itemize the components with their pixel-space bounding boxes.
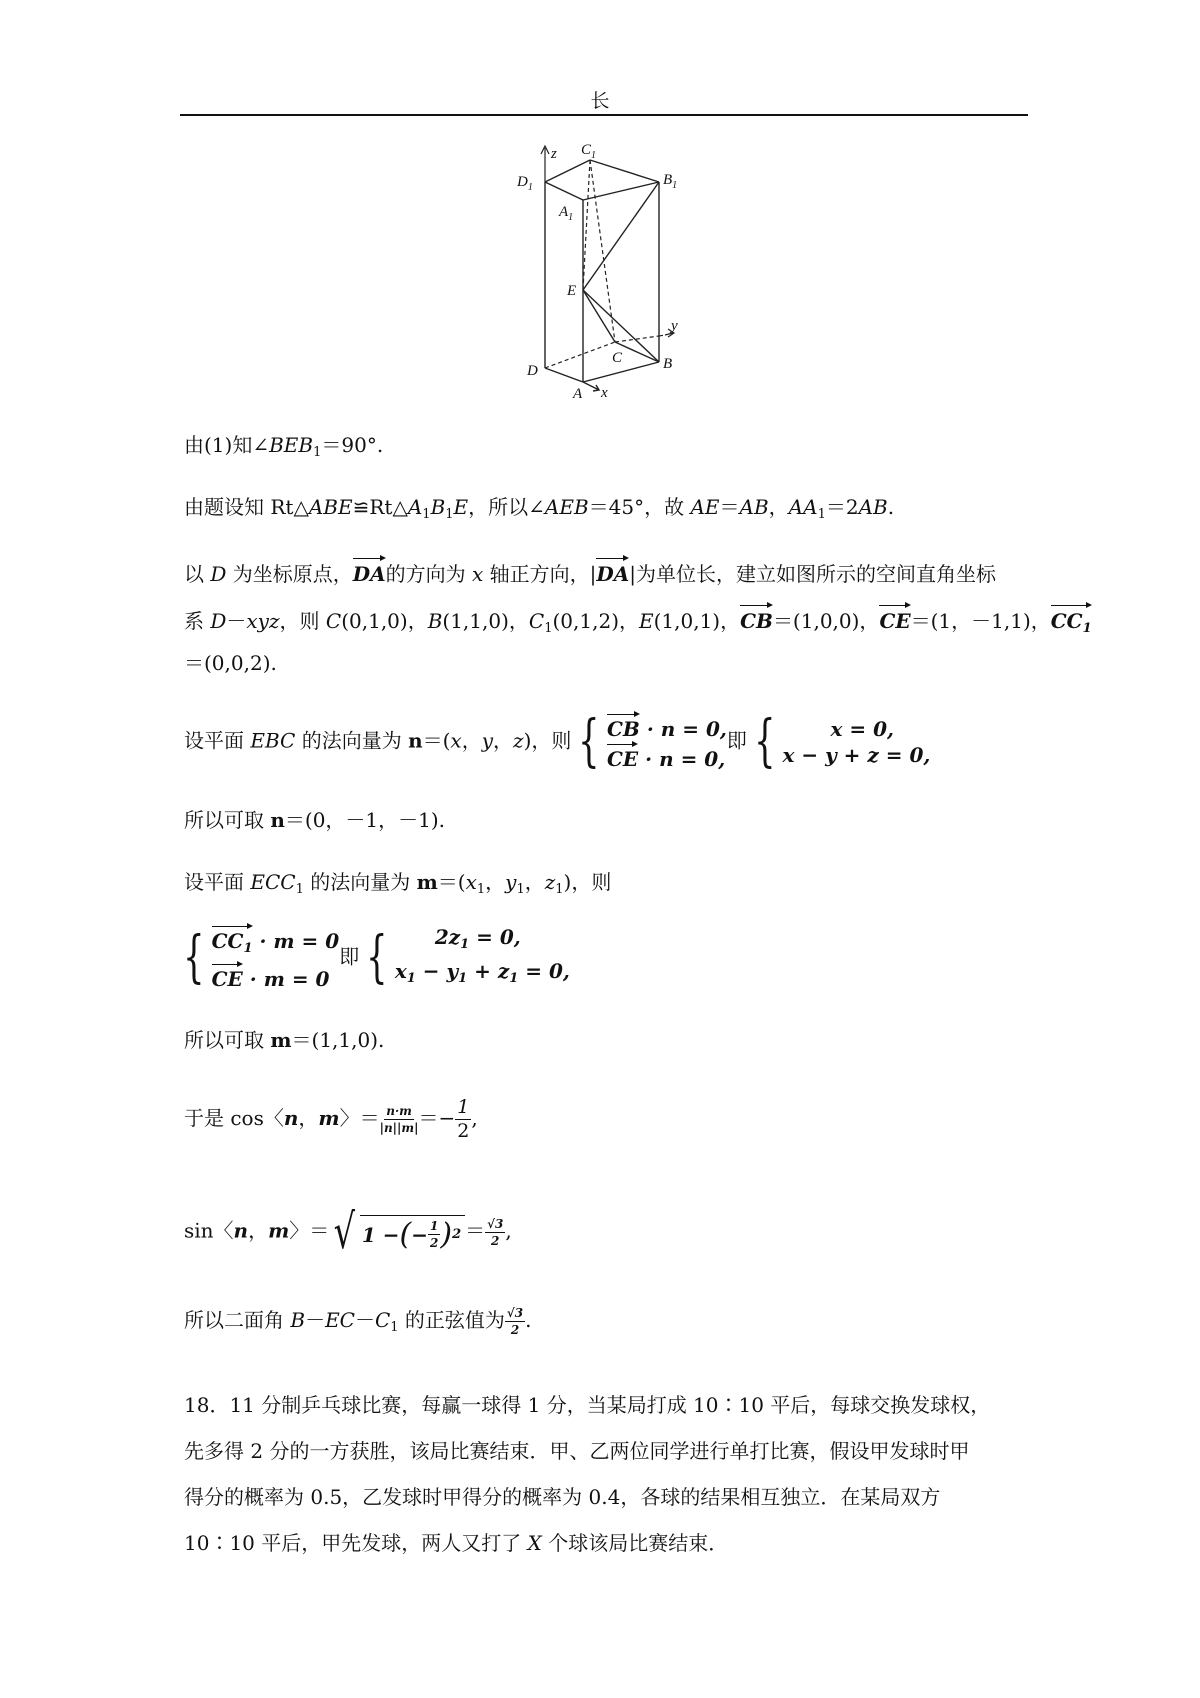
label-d1: $D_1$ <box>517 174 533 193</box>
label-z: z <box>551 146 557 162</box>
vector-ce: CE <box>879 603 910 635</box>
solution-line-2: 由题设知 $Rt\triangle ABE≌Rt\triangle A_1B_1E$，所以∠AEB＝45°，故 AE＝AB，$AA_1=2AB$. <box>184 495 895 522</box>
solution-line-1: 由(1)知$\angle BEB_1=90^\circ$. <box>184 433 384 460</box>
cuboid-figure <box>515 140 705 404</box>
label-c1: $C_1$ <box>581 142 597 161</box>
equation-system-2: { x = 0, x − y + z = 0, <box>753 709 931 774</box>
header-rule <box>180 114 1028 116</box>
equation-system-1: { CB · n = 0, CE · n = 0, <box>578 709 727 774</box>
problem-18-line-1: 18．11 分制乒乓球比赛，每赢一球得 1 分，当某局打成 10∶10 平后，每球交换发球权， <box>184 1393 991 1417</box>
label-b1: $B_1$ <box>663 172 678 191</box>
vector-cb: CB <box>740 603 773 635</box>
solution-line-5: ＝(0,0,2). <box>184 651 277 675</box>
cos-fraction: $\frac{n\cdot m}{|n||m|}$ <box>379 1104 419 1135</box>
cuboid-diagram <box>515 140 705 400</box>
label-a: A <box>573 386 583 400</box>
answer-fraction: $\frac{√3}{2}$ <box>506 1306 524 1337</box>
solution-line-7: 所以可取 n＝(0，－1，－1). <box>184 808 446 832</box>
solution-line-8: 设平面 $ECC_1$ 的法向量为 $m=(x_1$，$y_1$，$z_1$)，则 <box>184 870 612 897</box>
equation-system-4: { $2z_1 = 0$, $x_1 - y_1 + z_1 = 0$, <box>366 925 570 990</box>
solution-line-11: 于是 cos〈n，m〉＝ $\frac{n\cdot m}{|n||m|}$ ＝− $\frac{1}{2}$ , <box>184 1096 478 1142</box>
solution-line-6: 设平面 EBC 的法向量为 n＝(x，y，z)，则 { CB · n = 0, CE · n = 0, 即 { x = 0, x − y + z = 0, <box>184 709 931 774</box>
solution-line-9: { $CC_1 \cdot m = 0$ CE · m = 0 即 { $2z_1 = 0$, $x_1 - y_1 + z_1 = 0$, <box>176 924 570 992</box>
solution-line-13: 所以二面角 $B-EC-C_1$ 的正弦值为 $\frac{√3}{2}$ . <box>184 1306 532 1337</box>
page-header: 长 <box>590 90 610 112</box>
label-y: y <box>671 318 678 334</box>
half-fraction: $\frac{1}{2}$ <box>457 1096 470 1142</box>
label-a1: $A_1$ <box>559 204 574 223</box>
problem-18-line-3: 得分的概率为 0.5，乙发球时甲得分的概率为 0.4，各球的结果相互独立．在某局双方 <box>184 1485 941 1509</box>
sqrt-expression: √ 1 − ( − $\frac{1}{2}$ ) 2 <box>329 1208 465 1256</box>
label-b: B <box>663 356 673 372</box>
solution-line-3: 以 D 为坐标原点，DA的方向为 x 轴正方向，|DA|为单位长，建立如图所示的空间直角坐标 <box>184 556 996 588</box>
solution-line-12: sin〈n，m〉＝ √ 1 − ( − $\frac{1}{2}$ ) 2 ＝ $\frac{√3}{2}$ , <box>184 1204 512 1260</box>
problem-18-line-2: 先多得 2 分的一方获胜，该局比赛结束．甲、乙两位同学进行单打比赛，假设甲发球时甲 <box>184 1439 970 1463</box>
vector-da: DA <box>353 556 386 588</box>
label-c: C <box>612 350 623 366</box>
vector-cc1: $CC_1$ <box>1051 603 1092 643</box>
sqrt3-over-2: $\frac{√3}{2}$ <box>487 1216 504 1248</box>
label-x: x <box>601 385 608 400</box>
label-d: D <box>527 363 538 379</box>
label-e: E <box>567 283 577 299</box>
solution-line-4: 系 D－xyz，则 C(0,1,0)，B(1,1,0)，$C_1(0,1,2)$，E(1,0,1)，CB＝(1,0,0)，CE＝(1，－1,1)，$CC_1$ <box>184 603 1092 643</box>
problem-18-line-4: 10∶10 平后，甲先发球，两人又打了 X 个球该局比赛结束． <box>184 1531 729 1555</box>
solution-line-10: 所以可取 m＝(1,1,0). <box>184 1028 385 1052</box>
vector-da-abs: DA <box>596 556 629 588</box>
equation-system-3: { $CC_1 \cdot m = 0$ CE · m = 0 <box>183 925 340 991</box>
